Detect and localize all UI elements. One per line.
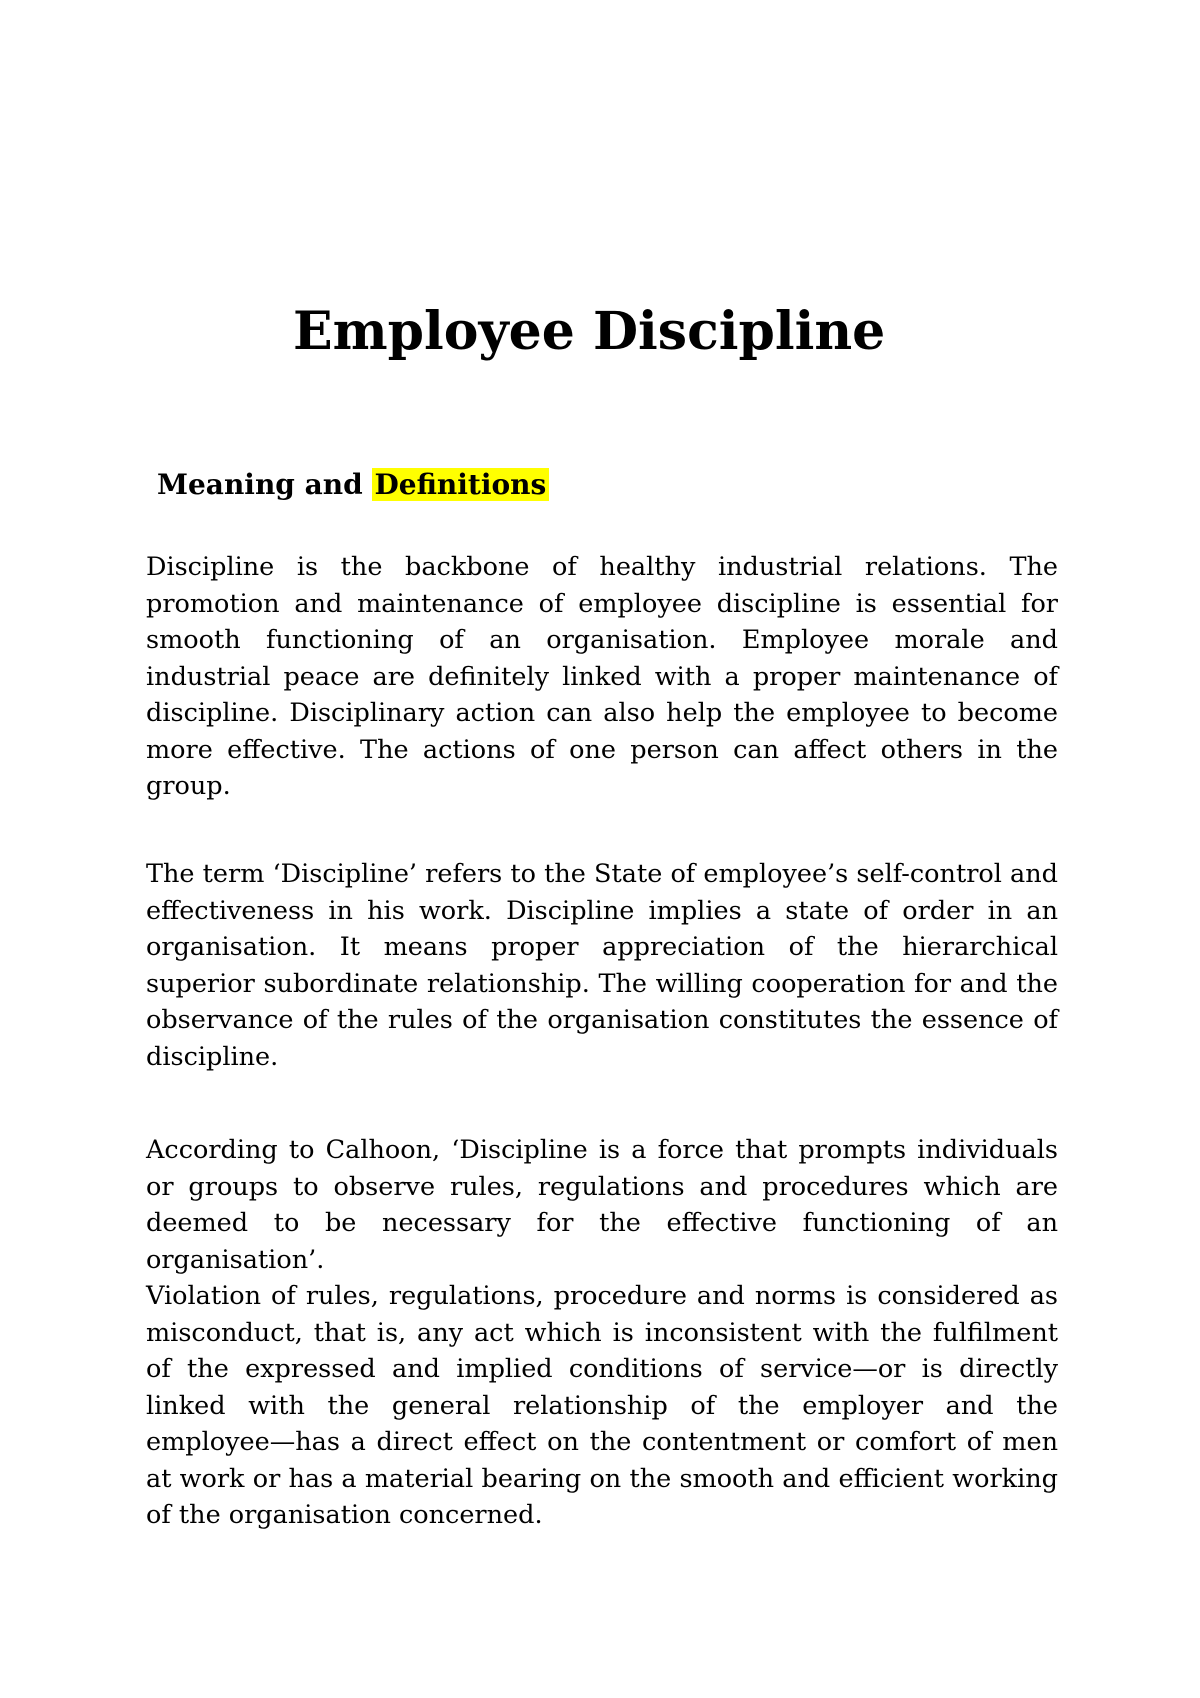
page-title: Employee Discipline <box>293 301 886 362</box>
paragraph-term-discipline: The term ‘Discipline’ refers to the State of employee’s self-control and effectiveness in his work. Discipline implies a state of order in an organisation. It means proper appreciation of the hierarchical superior subordinate relationship. The willing cooperation for and the observance of the rules of the organisation constitutes the essence of discipline. <box>146 859 1058 1072</box>
highlighted-text: Definitions <box>372 468 549 501</box>
paragraph-misconduct: Violation of rules, regulations, procedure and norms is considered as misconduct, that is, any act which is inconsistent with the fulfilment of the expressed and implied conditions of service—or is directly linked with the general relationship of the employer and the employee—has a direct effect on the contentment or comfort of men at work or has a material bearing on the smooth and efficient working of the organisation concerned. <box>146 1281 1058 1530</box>
section-heading <box>157 465 549 505</box>
section-heading-prefix: Meaning and <box>157 468 373 501</box>
paragraph-intro: Discipline is the backbone of healthy industrial relations. The promotion and maintenance of employee discipline is essential for smooth functioning of an organisation. Employee morale and industrial peace are definitely linked with a proper maintenance of discipline. Disciplinary action can also help the employee to become more effective. The actions of one person can affect others in the group. <box>146 552 1058 801</box>
paragraph-calhoon-definition: According to Calhoon, ‘Discipline is a force that prompts individuals or groups to observe rules, regulations and procedures which are deemed to be necessary for the effective functioning of an organisation’. <box>146 1135 1058 1275</box>
